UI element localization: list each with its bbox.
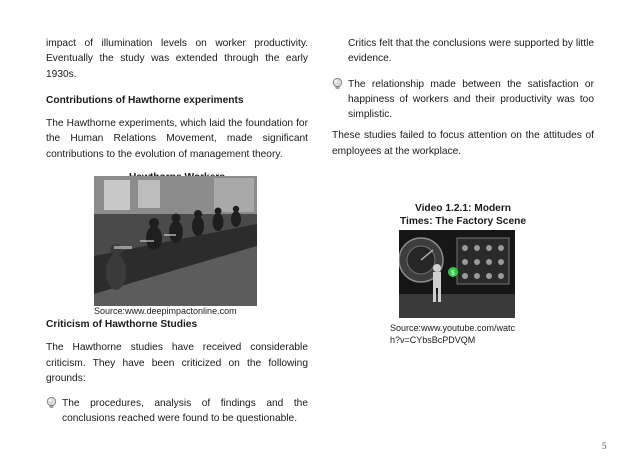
video-thumbnail[interactable]	[399, 230, 515, 318]
bullet-item	[46, 396, 308, 427]
right-column	[332, 36, 594, 159]
criticism-paragraph: The Hawthorne studies have received considerable criticism. They have been criticized on the following grounds:	[46, 342, 308, 384]
lightbulb-icon	[46, 397, 57, 409]
video-title-line: Times: The Factory Scene	[399, 216, 527, 227]
contributions-heading: Contributions of Hawthorne experiments	[46, 94, 244, 106]
page-number: 5	[602, 441, 607, 451]
bullet-text: The procedures, analysis of findings and the conclusions reached were found to be questionable.	[62, 398, 308, 425]
bullet-continuation: Critics felt that the conclusions were supported by little evidence.	[348, 38, 594, 65]
video-title-line: Video 1.2.1: Modern	[414, 203, 512, 214]
video-source-line: h?v=CYbsBcPDVQM	[390, 335, 476, 345]
contributions-paragraph: The Hawthorne experiments, which laid the foundation for the Human Relations Movement, made significant contributions to the evolution of management theory.	[46, 118, 308, 160]
criticism-heading: Criticism of Hawthorne Studies	[46, 319, 198, 330]
hawthorne-workers-photo	[94, 176, 257, 306]
bullet-item	[332, 77, 594, 123]
left-column	[46, 36, 308, 185]
criticism-section	[46, 317, 308, 427]
closing-paragraph: These studies failed to focus attention on the attitudes of employees at the workplace.	[332, 130, 594, 157]
video-source-line: Source:www.youtube.com/watc	[390, 323, 516, 333]
video-title	[332, 202, 594, 228]
lightbulb-icon	[332, 78, 343, 90]
intro-paragraph: impact of illumination levels on worker productivity. Eventually the study was extended through the early 1930s.	[46, 38, 308, 80]
bullet-text: The relationship made between the satisfaction or happiness of workers and their productivity was too simplistic.	[348, 78, 594, 121]
figure-source: Source:www.deepimpactonline.com	[94, 306, 237, 316]
svg-text:$: $	[450, 269, 456, 277]
video-source	[390, 322, 515, 346]
